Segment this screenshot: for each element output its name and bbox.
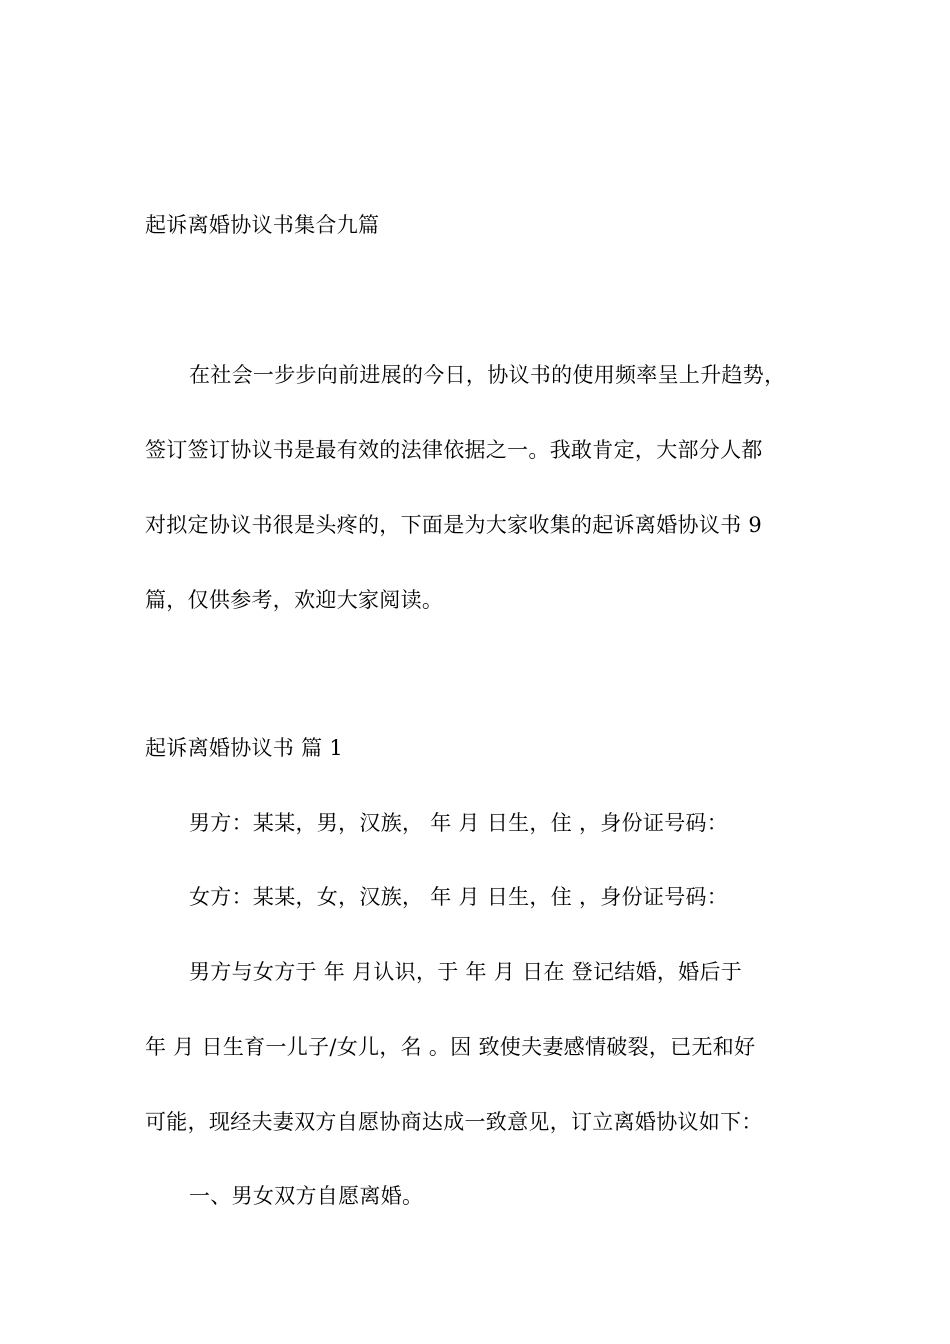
intro-line-1: 在社会一步步向前进展的今日，协议书的使用频率呈上升趋势， xyxy=(189,363,786,387)
body-line-1: 男方与女方于 年 月认识，于 年 月 日在 登记结婚，婚后于 xyxy=(189,960,743,984)
intro-line-3: 对拟定协议书很是头疼的，下面是为大家收集的起诉离婚协议书 9 xyxy=(145,513,763,537)
clause-1: 一、男女双方自愿离婚。 xyxy=(189,1184,424,1208)
intro-line-4: 篇，仅供参考，欢迎大家阅读。 xyxy=(145,588,444,612)
section-heading: 起诉离婚协议书 篇 1 xyxy=(145,736,344,760)
intro-line-2: 签订签订协议书是最有效的法律依据之一。我敢肯定，大部分人都 xyxy=(145,438,763,462)
female-party-line: 女方：某某，女，汉族， 年 月 日生，住 ，身份证号码： xyxy=(189,885,729,909)
body-line-2: 年 月 日生育一儿子/女儿，名 。因 致使夫妻感情破裂，已无和好 xyxy=(145,1035,756,1059)
body-line-3: 可能，现经夫妻双方自愿协商达成一致意见，订立离婚协议如下： xyxy=(145,1110,763,1134)
document-title: 起诉离婚协议书集合九篇 xyxy=(145,213,380,237)
male-party-line: 男方：某某，男，汉族， 年 月 日生，住 ，身份证号码： xyxy=(189,811,729,835)
